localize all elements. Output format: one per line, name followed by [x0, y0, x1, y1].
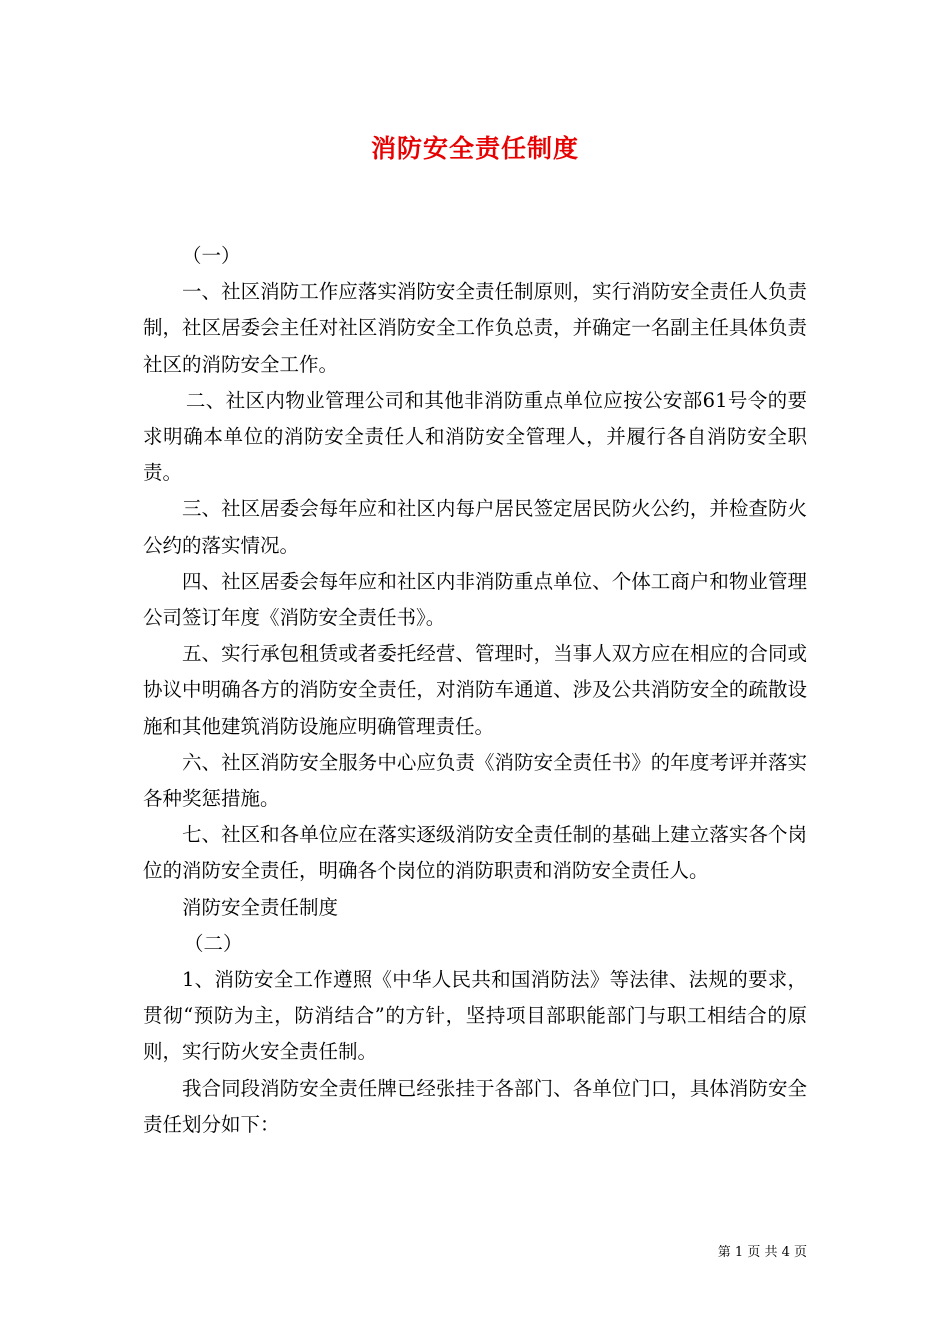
paragraph-8: 1、消防安全工作遵照《中华人民共和国消防法》等法律、法规的要求，贯彻“预防为主，防消结合”的方针，坚持项目部职能部门与职工相结合的原则，实行防火安全责任制。: [143, 968, 807, 1064]
paragraph-4: 四、社区居委会每年应和社区内非消防重点单位、个体工商户和物业管理公司签订年度《消防安全责任书》。: [143, 569, 807, 630]
page-number: 第 1 页 共 4 页: [717, 1245, 807, 1260]
paragraph-9: 我合同段消防安全责任牌已经张挂于各部门、各单位门口，具体消防安全责任划分如下：: [143, 1076, 807, 1136]
section-label-2: （二）: [183, 931, 243, 955]
paragraph-6: 六、社区消防安全服务中心应负责《消防安全责任书》的年度考评并落实各种奖惩措施。: [143, 750, 807, 811]
subheading: 消防安全责任制度: [182, 895, 339, 919]
document-body: [143, 238, 807, 1143]
paragraph-1: 一、社区消防工作应落实消防安全责任制原则，实行消防安全责任人负责制，社区居委会主任对社区消防安全工作负总责，并确定一名副主任具体负责社区的消防安全工作。: [143, 280, 807, 376]
section-label-1: （一）: [182, 244, 241, 267]
paragraph-3: 三、社区居委会每年应和社区内每户居民签定居民防火公约，并检查防火公约的落实情况。: [143, 497, 807, 557]
document-title: 消防安全责任制度: [370, 134, 579, 163]
paragraph-7: 七、社区和各单位应在落实逐级消防安全责任制的基础上建立落实各个岗位的消防安全责任，明确各个岗位的消防职责和消防安全责任人。: [143, 823, 807, 883]
paragraph-2: 二、社区内物业管理公司和其他非消防重点单位应按公安部61号令的要求明确本单位的消防安全责任人和消防安全管理人，并履行各自消防安全职责。: [143, 388, 807, 485]
paragraph-5: 五、实行承包租赁或者委托经营、管理时，当事人双方应在相应的合同或协议中明确各方的消防安全责任，对消防车通道、涉及公共消防安全的疏散设施和其他建筑消防设施应明确管理责任。: [143, 642, 807, 738]
